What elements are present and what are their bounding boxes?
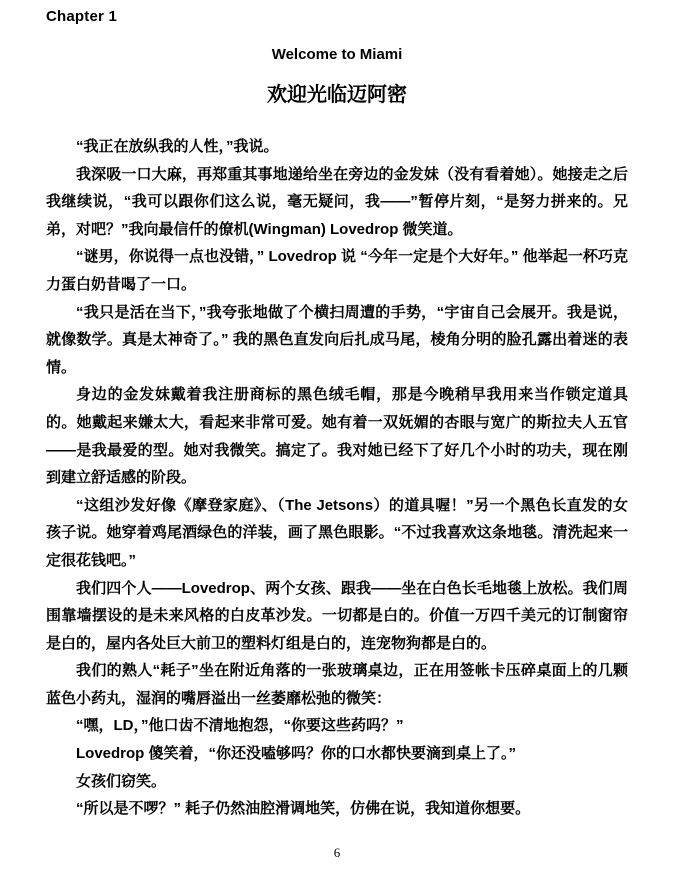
paragraph: “这组沙发好像《摩登家庭》、（The Jetsons）的道具喔！”另一个黑色长直发的女孩子说。她穿着鸡尾酒绿色的洋装，画了黑色眼影。“不过我喜欢这条地毯。清洗起来一定很花钱吧。” xyxy=(46,496,628,569)
paragraph: 我们四个人——Lovedrop、两个女孩、跟我——坐在白色长毛地毯上放松。我们周围靠墙摆设的是未来风格的白皮革沙发。一切都是白的。价值一万四千美元的订制窗帘是白的，屋内各处巨大前卫的塑料灯组是白的，连宠物狗都是白的。 xyxy=(46,579,628,652)
paragraph: 身边的金发妹戴着我注册商标的黑色绒毛帽，那是今晚稍早我用来当作锁定道具的。她戴起来嫌太大，看起来非常可爱。她有着一双妩媚的杏眼与宽广的斯拉夫人五官——是我最爱的型。她对我微笑。搞定了。我对她已经下了好几个小时的功夫，现在刚到建立舒适感的阶段。 xyxy=(46,386,628,487)
paragraph: “谜男，你说得一点也没错，” Lovedrop 说 “今年一定是个大好年。” 他举起一杯巧克力蛋白奶昔喝了一口。 xyxy=(46,248,628,293)
paragraph: 女孩们窃笑。 xyxy=(76,772,167,790)
chapter-title-chinese: 欢迎光临迈阿密 xyxy=(267,84,407,106)
paragraph: 我深吸一口大麻，再郑重其事地递给坐在旁边的金发妹（没有看着她）。她接走之后我继续说，“我可以跟你们这么说，毫无疑问，我——”暂停片刻，“是努力拼来的。兄弟，对吧？”我向最信仟的僚机(Wingman) Lovedrop 微笑道。 xyxy=(46,165,628,238)
paragraph: Lovedrop 傻笑着，“你还没嗑够吗？你的口水都快要滴到桌上了。” xyxy=(76,745,517,763)
paragraph: “嘿，LD，”他口齿不清地抱怨，“你要这些药吗？” xyxy=(76,717,404,735)
page-number: 6 xyxy=(333,845,341,860)
body-text xyxy=(46,133,628,823)
paragraph: “我正在放纵我的人性，”我说。 xyxy=(76,138,279,155)
paragraph: “所以是不啰？” 耗子仍然油腔滑调地笑，仿佛在说，我知道你想要。 xyxy=(76,800,531,818)
chapter-label: Chapter 1 xyxy=(46,8,117,25)
paragraph: “我只是活在当下，”我夸张地做了个横扫周遭的手势，“宇宙自己会展开。我是说，就像数学。真是太神奇了。” 我的黑色直发向后扎成马尾，棱角分明的脸孔露出着迷的表情。 xyxy=(46,303,628,376)
chapter-title-english: Welcome to Miami xyxy=(271,46,403,63)
paragraph: 我们的熟人“耗子”坐在附近角落的一张玻璃桌边，正在用签帐卡压碎桌面上的几颗蓝色小药丸，湿润的嘴唇溢出一丝萎靡松弛的微笑： xyxy=(46,662,628,707)
